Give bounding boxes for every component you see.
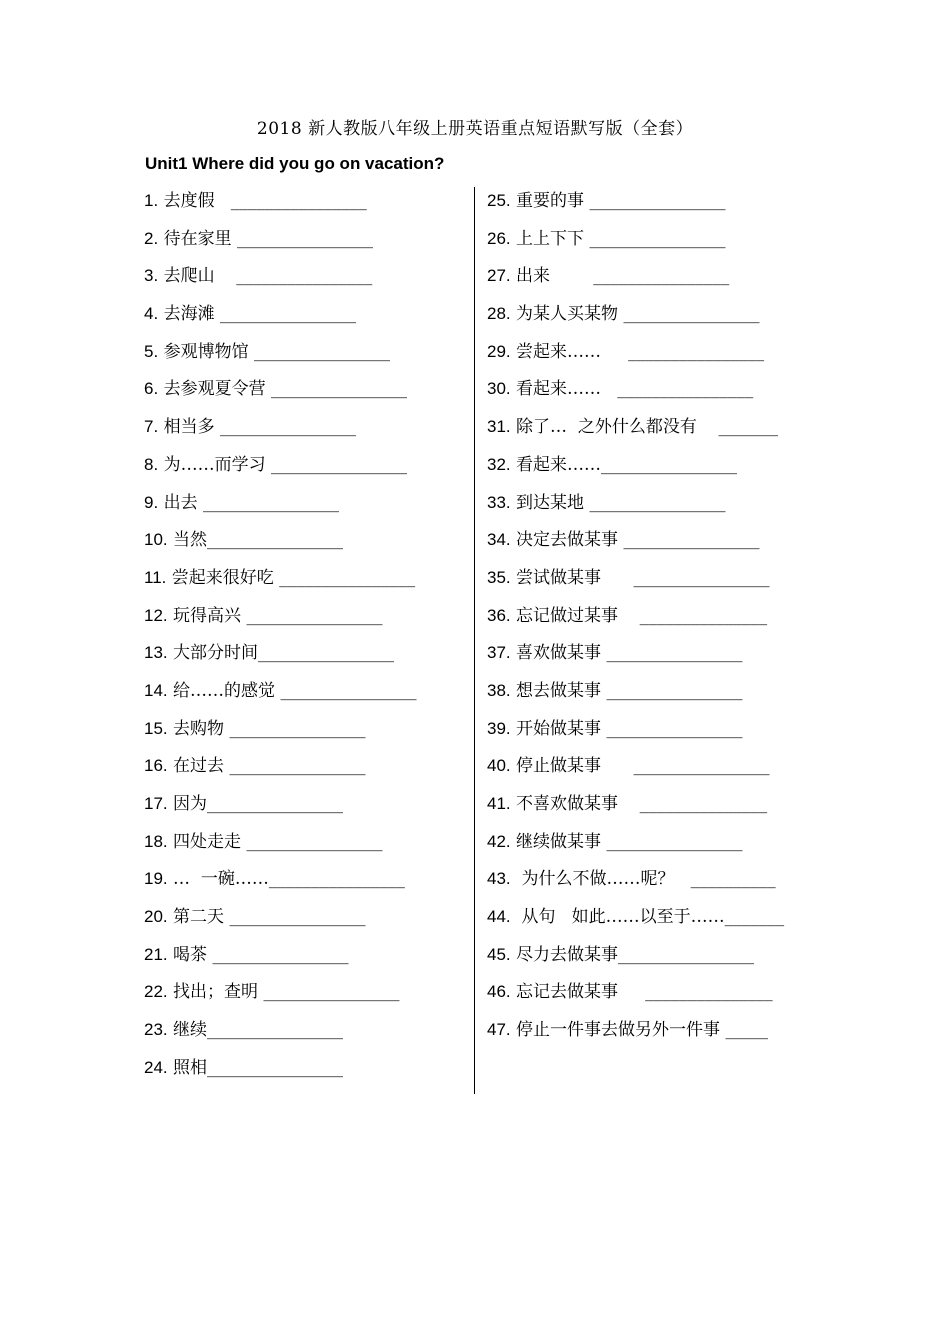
item-number: 16. — [144, 756, 168, 776]
item-number: 35. — [487, 567, 511, 587]
phrase-item — [144, 606, 464, 644]
item-number: 11. — [144, 567, 167, 587]
item-text: 尝起来…… ________________ — [516, 341, 765, 362]
item-text: 除了… 之外什么都没有 _______ — [516, 417, 778, 438]
item-text: 找出；查明 ________________ — [173, 982, 400, 1003]
item-number: 31. — [487, 417, 511, 437]
item-number: 43. — [487, 869, 511, 889]
item-text: 为某人买某物 ________________ — [516, 304, 760, 325]
item-text: 继续________________ — [173, 1020, 344, 1041]
phrase-item — [144, 568, 464, 606]
phrase-item — [487, 417, 817, 455]
item-number: 34. — [487, 530, 511, 550]
phrase-item — [487, 982, 817, 1020]
item-text: … 一碗……________________ — [173, 869, 405, 890]
phrase-item — [144, 1020, 464, 1058]
phrase-item — [487, 643, 817, 681]
left-column — [144, 191, 464, 1096]
item-text: 喜欢做某事 ________________ — [516, 643, 743, 664]
item-number: 28. — [487, 304, 511, 324]
item-number: 36. — [487, 605, 511, 625]
phrase-item — [144, 907, 464, 945]
item-number: 45. — [487, 944, 511, 964]
phrase-item — [144, 832, 464, 870]
item-text: 重要的事 ________________ — [516, 191, 726, 211]
item-text: 因为________________ — [173, 794, 344, 814]
item-text: 尽力去做某事________________ — [516, 944, 755, 965]
item-text: 从句 如此……以至于……_______ — [516, 907, 785, 928]
phrase-item — [487, 832, 817, 870]
document-title: 2018 新人教版八年级上册英语重点短语默写版（全套） — [256, 119, 694, 139]
phrase-item — [487, 756, 817, 794]
item-text: 继续做某事 ________________ — [516, 831, 743, 852]
item-number: 46. — [487, 982, 511, 1002]
item-text: 参观博物馆 ________________ — [163, 341, 390, 362]
item-number: 10. — [144, 530, 168, 550]
item-number: 20. — [144, 907, 168, 927]
item-number: 22. — [144, 982, 168, 1002]
item-number: 41. — [487, 794, 511, 813]
item-number: 2. — [144, 228, 159, 248]
item-text: 尝试做某事 ________________ — [516, 567, 770, 588]
phrase-item — [144, 266, 464, 304]
phrase-item — [144, 342, 464, 380]
column-divider — [474, 187, 475, 1094]
phrase-item — [487, 719, 817, 757]
phrase-item — [487, 229, 817, 267]
phrase-item — [144, 191, 464, 229]
item-text: 去度假 ________________ — [163, 191, 367, 211]
phrase-item — [487, 568, 817, 606]
item-text: 相当多 ________________ — [163, 417, 356, 438]
item-number: 37. — [487, 643, 511, 663]
item-number: 19. — [144, 869, 168, 889]
item-number: 14. — [144, 680, 168, 700]
item-number: 13. — [144, 643, 168, 663]
unit-heading: Unit1 Where did you go on vacation? — [145, 154, 445, 173]
item-text: 想去做某事 ________________ — [516, 680, 743, 701]
item-number: 27. — [487, 266, 511, 286]
phrase-item — [487, 945, 817, 983]
phrase-item — [144, 982, 464, 1020]
item-text: 在过去 ________________ — [173, 756, 366, 777]
item-text: 到达某地 ________________ — [516, 492, 726, 513]
item-text: 去购物 ________________ — [173, 718, 366, 739]
item-number: 30. — [487, 379, 511, 399]
phrase-item — [144, 1058, 464, 1096]
item-text: 去参观夏令营 ________________ — [163, 379, 407, 400]
item-text: 看起来…… ________________ — [516, 379, 754, 400]
item-number: 29. — [487, 341, 511, 361]
item-text: 忘记去做某事 _______________ — [516, 982, 773, 1003]
item-number: 24. — [144, 1057, 168, 1077]
item-text: 待在家里 ________________ — [163, 228, 373, 249]
item-number: 42. — [487, 831, 511, 851]
phrase-item — [144, 530, 464, 568]
phrase-item — [487, 681, 817, 719]
phrase-item — [144, 756, 464, 794]
phrase-item — [144, 304, 464, 342]
phrase-item — [487, 266, 817, 304]
item-number: 25. — [487, 191, 511, 210]
phrase-item — [487, 379, 817, 417]
item-number: 47. — [487, 1020, 511, 1040]
item-number: 8. — [144, 454, 159, 474]
phrase-item — [487, 493, 817, 531]
item-text: 上上下下 ________________ — [516, 228, 726, 249]
item-text: 开始做某事 ________________ — [516, 718, 743, 739]
item-number: 12. — [144, 605, 168, 625]
item-number: 4. — [144, 304, 159, 324]
item-number: 15. — [144, 718, 168, 738]
item-number: 1. — [144, 191, 159, 210]
item-text: 为什么不做……呢？ __________ — [516, 869, 776, 890]
item-number: 18. — [144, 831, 168, 851]
item-text: 大部分时间________________ — [173, 643, 395, 664]
item-text: 不喜欢做某事 _______________ — [516, 794, 768, 814]
item-text: 第二天 ________________ — [173, 907, 366, 928]
item-number: 17. — [144, 794, 168, 813]
phrase-item — [487, 794, 817, 832]
item-text: 出来 ________________ — [516, 266, 730, 287]
item-number: 33. — [487, 492, 511, 512]
phrase-item — [144, 681, 464, 719]
phrase-item — [487, 304, 817, 342]
item-number: 3. — [144, 266, 159, 286]
item-text: 出去 ________________ — [163, 492, 339, 513]
phrase-item — [144, 643, 464, 681]
phrase-item — [487, 342, 817, 380]
item-text: 看起来……________________ — [516, 454, 738, 475]
item-number: 6. — [144, 379, 159, 399]
phrase-item — [144, 379, 464, 417]
phrase-item — [487, 606, 817, 644]
item-text: 停止一件事去做另外一件事 _____ — [516, 1020, 768, 1041]
phrase-item — [487, 1020, 817, 1058]
phrase-item — [487, 907, 817, 945]
item-text: 去海滩 ________________ — [163, 304, 356, 325]
item-text: 尝起来很好吃 ________________ — [171, 567, 416, 588]
item-number: 44. — [487, 907, 511, 927]
item-number: 39. — [487, 718, 511, 738]
item-number: 38. — [487, 680, 511, 700]
phrase-item — [144, 229, 464, 267]
item-number: 40. — [487, 756, 511, 776]
right-column — [487, 191, 817, 1058]
phrase-item — [144, 794, 464, 832]
phrase-item — [144, 417, 464, 455]
item-number: 26. — [487, 228, 511, 248]
item-text: 给……的感觉 ________________ — [173, 680, 417, 701]
phrase-item — [144, 455, 464, 493]
phrase-item — [144, 945, 464, 983]
phrase-item — [144, 719, 464, 757]
item-text: 玩得高兴 ________________ — [173, 605, 383, 626]
item-text: 喝茶 ________________ — [173, 944, 349, 965]
item-text: 为……而学习 ________________ — [163, 454, 407, 475]
item-number: 23. — [144, 1020, 168, 1040]
item-number: 9. — [144, 492, 159, 512]
phrase-item — [487, 869, 817, 907]
item-text: 去爬山 ________________ — [163, 266, 373, 287]
item-number: 5. — [144, 341, 159, 361]
item-text: 决定去做某事 ________________ — [516, 530, 760, 551]
item-number: 21. — [144, 944, 168, 964]
phrase-item — [487, 530, 817, 568]
phrase-item — [487, 191, 817, 229]
item-text: 停止做某事 ________________ — [516, 756, 770, 777]
item-number: 7. — [144, 417, 159, 437]
item-number: 32. — [487, 454, 511, 474]
item-text: 四处走走 ________________ — [173, 831, 383, 852]
item-text: 当然________________ — [173, 530, 344, 551]
item-text: 照相________________ — [173, 1057, 344, 1078]
phrase-item — [144, 493, 464, 531]
item-text: 忘记做过某事 _______________ — [516, 605, 768, 626]
phrase-item — [487, 455, 817, 493]
phrase-item — [144, 869, 464, 907]
